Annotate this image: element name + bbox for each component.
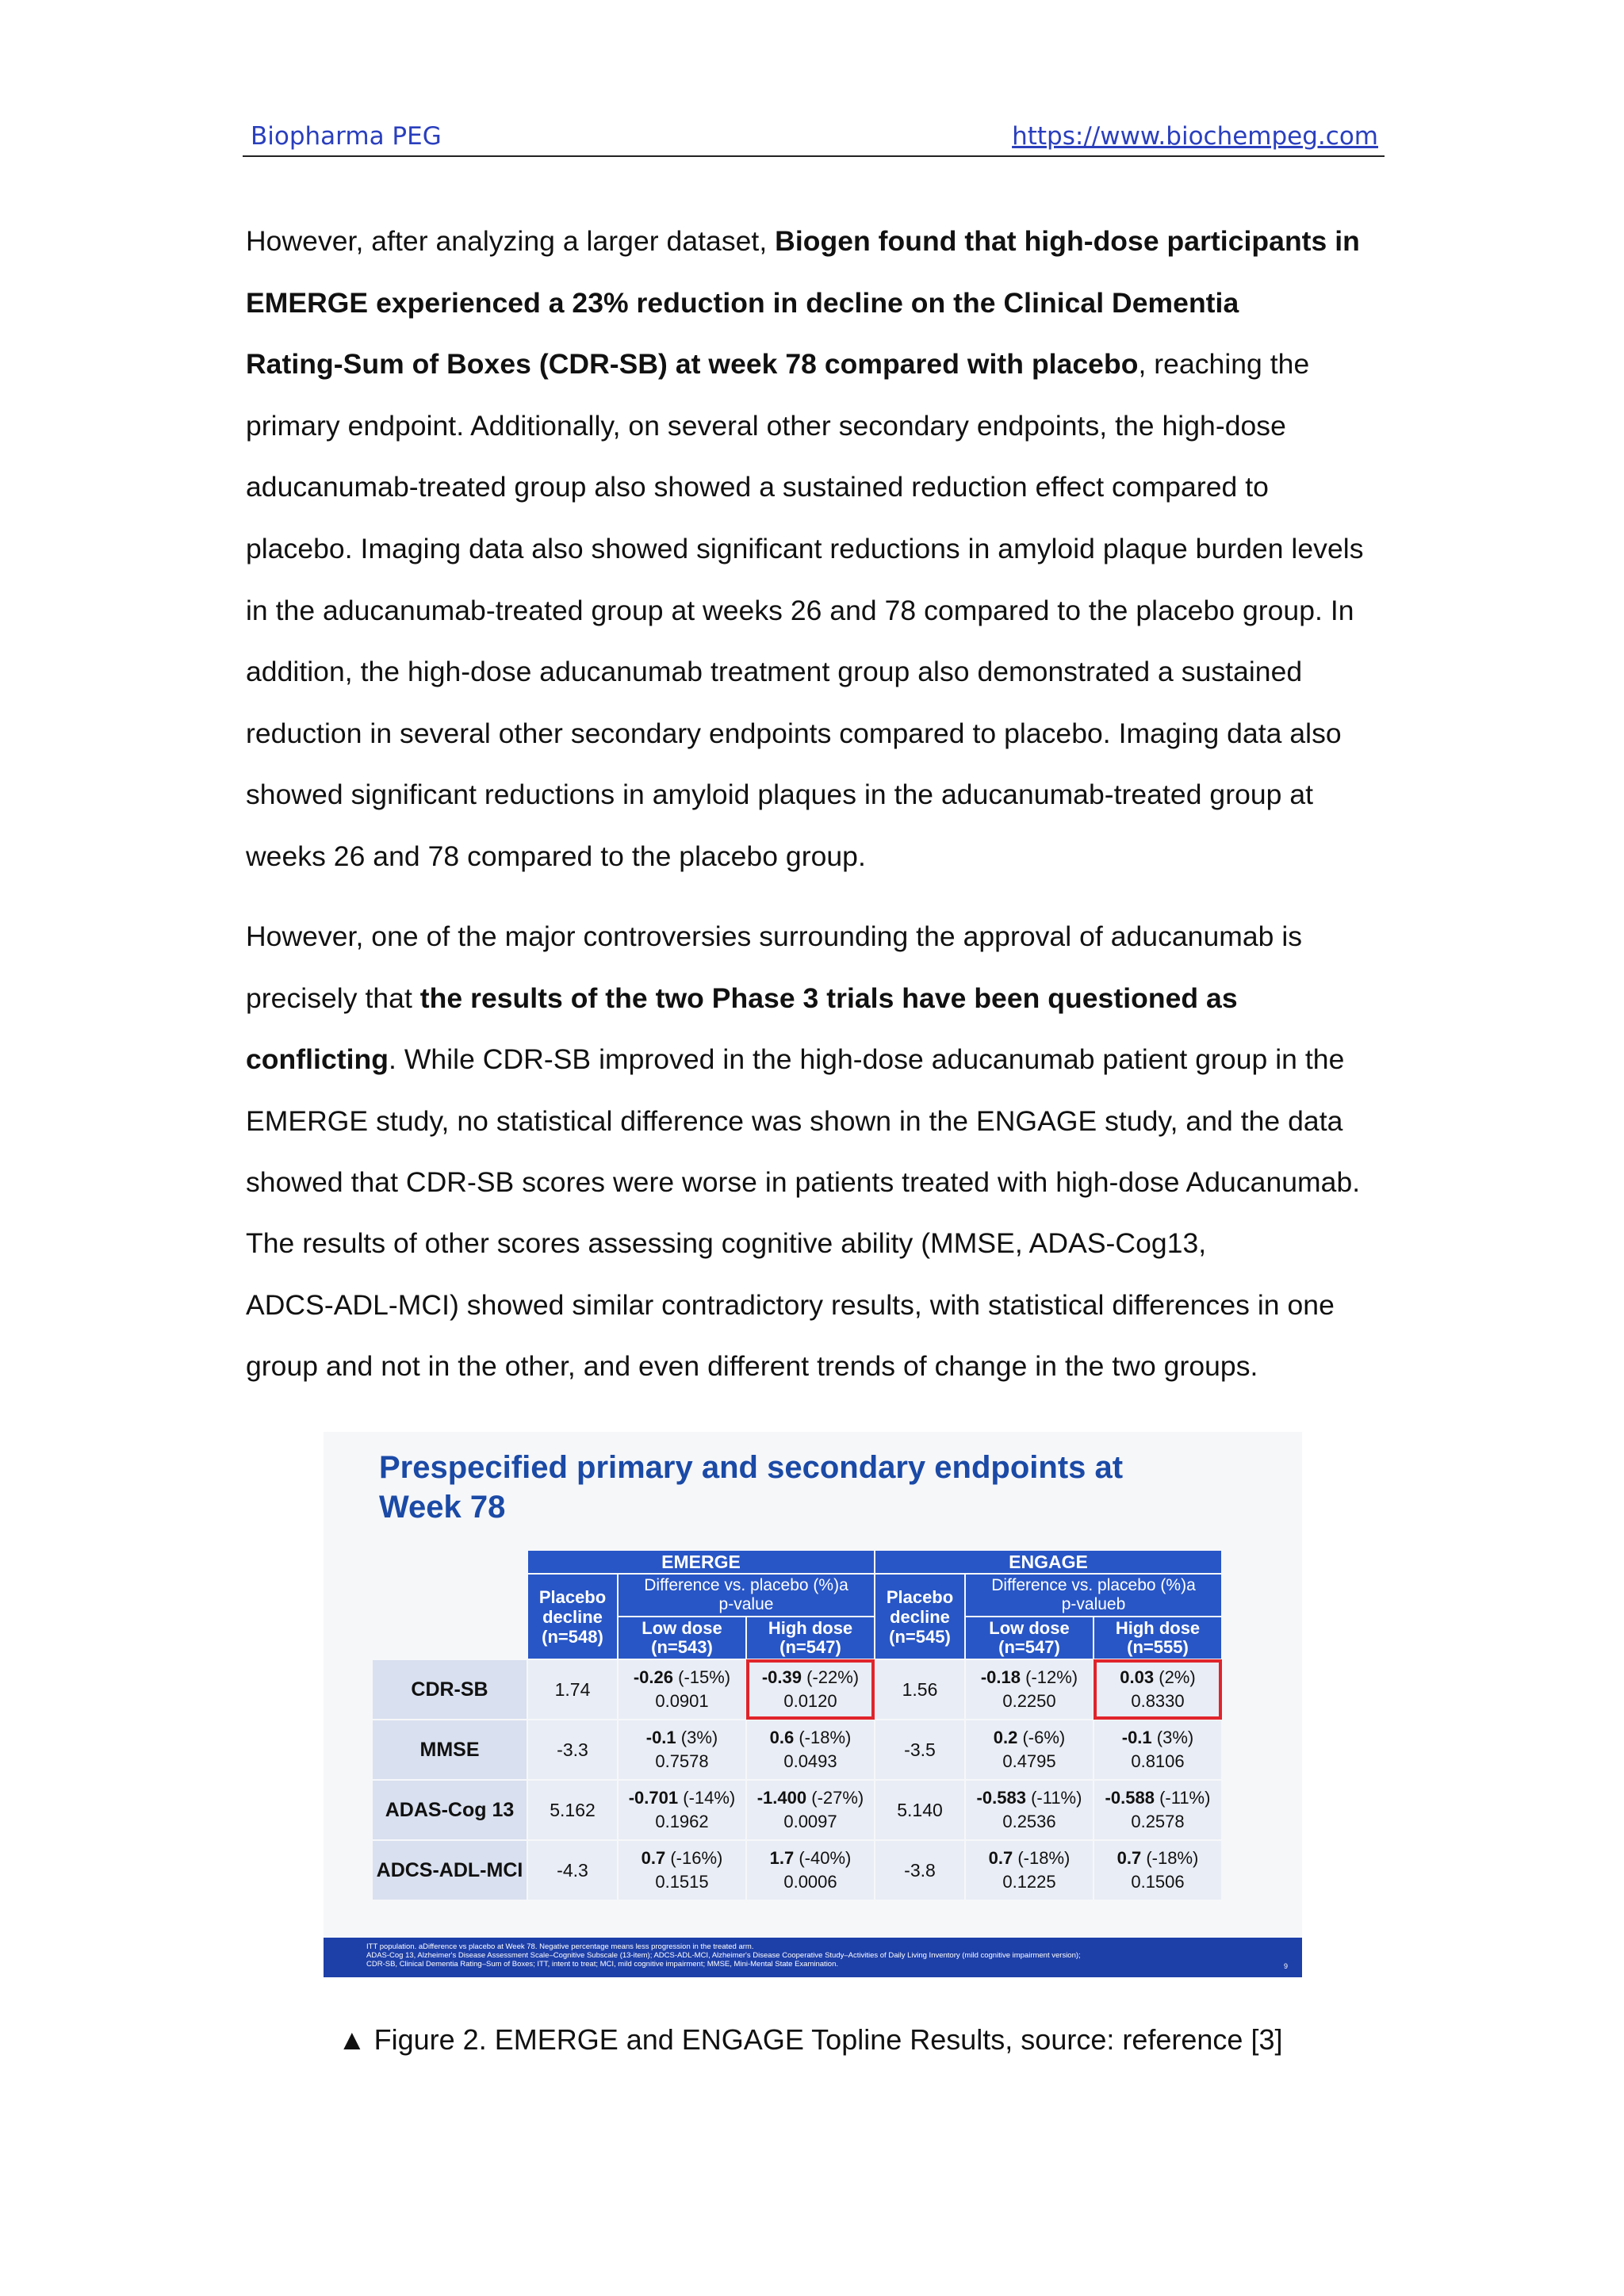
text-run: However, one of the major controversies surrounding the approval of aducanumab is bbox=[246, 920, 1303, 952]
difference-percent: (-18%) bbox=[1146, 1848, 1199, 1868]
endpoint-label: ADAS-Cog 13 bbox=[373, 1781, 527, 1839]
table-row bbox=[373, 1841, 1221, 1900]
result-cell bbox=[619, 1781, 745, 1839]
result-cell bbox=[619, 1720, 745, 1779]
p-value: 0.1506 bbox=[1131, 1872, 1185, 1892]
p-value: 0.1515 bbox=[655, 1872, 709, 1892]
difference-percent: (-11%) bbox=[1031, 1788, 1082, 1808]
difference-number: 0.2 bbox=[993, 1728, 1018, 1747]
emerge-placebo-n: (n=548) bbox=[542, 1626, 603, 1647]
text-line bbox=[246, 334, 1388, 396]
difference-value bbox=[747, 1666, 874, 1689]
text-run: in the aducanumab-treated group at weeks 26 and 78 compared to the placebo group. In bbox=[246, 594, 1354, 626]
p-value: 0.4795 bbox=[1002, 1751, 1056, 1771]
footnote-line: ITT population. aDifference vs placebo at Week 78. Negative percentage means less progression in the treated arm. bbox=[366, 1942, 754, 1951]
text-line bbox=[246, 1213, 1388, 1275]
text-line bbox=[246, 826, 1388, 888]
difference-value bbox=[966, 1726, 1093, 1750]
text-line bbox=[246, 703, 1388, 765]
website-link[interactable]: https://www.biochempeg.com bbox=[1012, 122, 1378, 151]
emerge-placebo-header bbox=[528, 1575, 617, 1659]
text-run: addition, the high-dose aducanumab treatment group also demonstrated a sustained bbox=[246, 656, 1303, 688]
text-line bbox=[246, 906, 1388, 968]
p-value: 0.0901 bbox=[655, 1691, 709, 1711]
decline-label: decline bbox=[890, 1606, 950, 1627]
result-cell bbox=[966, 1841, 1093, 1900]
dose-n: (n=547) bbox=[779, 1637, 841, 1657]
dose-n: (n=547) bbox=[998, 1637, 1060, 1657]
difference-percent: (-22%) bbox=[806, 1667, 860, 1687]
table-row bbox=[373, 1660, 1221, 1719]
difference-value bbox=[966, 1786, 1093, 1810]
dose-n: (n=555) bbox=[1127, 1637, 1189, 1657]
text-line bbox=[246, 764, 1388, 826]
result-cell bbox=[1094, 1720, 1221, 1779]
table-row bbox=[373, 1781, 1221, 1839]
dose-label: High dose bbox=[1115, 1618, 1201, 1638]
difference-value bbox=[966, 1846, 1093, 1870]
result-cell bbox=[619, 1660, 745, 1719]
engage-high-dose-header bbox=[1094, 1617, 1221, 1659]
paragraph-3 bbox=[246, 1213, 1388, 1398]
dose-label: High dose bbox=[768, 1618, 853, 1638]
difference-percent: (-15%) bbox=[678, 1667, 731, 1687]
emerge-placebo-value: 5.162 bbox=[528, 1781, 617, 1839]
result-cell bbox=[1094, 1841, 1221, 1900]
difference-number: 0.7 bbox=[988, 1848, 1013, 1868]
engage-diff-header bbox=[966, 1575, 1221, 1616]
dose-label: Low dose bbox=[989, 1618, 1070, 1638]
p-value: 0.7578 bbox=[655, 1751, 709, 1771]
result-cell bbox=[1094, 1660, 1221, 1719]
result-cell bbox=[966, 1660, 1093, 1719]
difference-number: 0.7 bbox=[641, 1848, 666, 1868]
difference-value bbox=[619, 1726, 745, 1750]
emerge-low-dose-header bbox=[619, 1617, 745, 1659]
endpoint-label: MMSE bbox=[373, 1720, 527, 1779]
result-cell bbox=[747, 1841, 874, 1900]
emerge-placebo-value: -4.3 bbox=[528, 1841, 617, 1900]
text-line bbox=[246, 519, 1388, 580]
difference-percent: (-27%) bbox=[811, 1788, 864, 1808]
decline-label: decline bbox=[542, 1606, 603, 1627]
emerge-pvalue-label: p-value bbox=[718, 1595, 774, 1613]
difference-percent: (-6%) bbox=[1022, 1728, 1066, 1747]
difference-percent: (-11%) bbox=[1159, 1788, 1211, 1808]
text-line bbox=[246, 580, 1388, 642]
text-line bbox=[246, 1275, 1388, 1337]
text-run: ADCS-ADL-MCI) showed similar contradictory results, with statistical differences in one bbox=[246, 1288, 1335, 1321]
emerge-high-dose-header bbox=[747, 1617, 874, 1659]
difference-value bbox=[1094, 1726, 1221, 1750]
table-row bbox=[373, 1720, 1221, 1779]
difference-percent: (-14%) bbox=[683, 1788, 736, 1808]
text-line bbox=[246, 457, 1388, 519]
endpoint-label: CDR-SB bbox=[373, 1660, 527, 1719]
difference-value bbox=[1094, 1666, 1221, 1689]
brand-name: Biopharma PEG bbox=[251, 122, 442, 151]
text-run: precisely that bbox=[246, 982, 420, 1014]
engage-low-dose-header bbox=[966, 1617, 1093, 1659]
difference-number: -0.583 bbox=[976, 1788, 1026, 1808]
result-cell bbox=[966, 1781, 1093, 1839]
difference-number: -0.18 bbox=[980, 1667, 1021, 1687]
difference-number: 1.7 bbox=[769, 1848, 795, 1868]
engage-placebo-n: (n=545) bbox=[889, 1626, 951, 1647]
difference-percent: (-16%) bbox=[670, 1848, 723, 1868]
page-header bbox=[243, 116, 1385, 157]
p-value: 0.0006 bbox=[783, 1872, 837, 1892]
result-cell bbox=[1094, 1781, 1221, 1839]
text-line bbox=[246, 396, 1388, 457]
result-cell bbox=[619, 1841, 745, 1900]
text-line bbox=[246, 273, 1388, 335]
text-run: weeks 26 and 78 compared to the placebo group. bbox=[246, 840, 866, 872]
study-header-engage: ENGAGE bbox=[875, 1551, 1221, 1573]
result-cell bbox=[747, 1781, 874, 1839]
difference-number: -1.400 bbox=[756, 1788, 807, 1808]
difference-number: -0.701 bbox=[628, 1788, 679, 1808]
dose-n: (n=543) bbox=[651, 1637, 713, 1657]
difference-percent: (-40%) bbox=[799, 1848, 852, 1868]
difference-number: -0.1 bbox=[645, 1728, 676, 1747]
engage-placebo-value: 5.140 bbox=[875, 1781, 964, 1839]
study-header-emerge: EMERGE bbox=[528, 1551, 874, 1573]
slide-title bbox=[379, 1448, 1172, 1527]
slide-title-line2: Week 78 bbox=[379, 1490, 506, 1525]
p-value: 0.1225 bbox=[1002, 1872, 1056, 1892]
p-value: 0.1962 bbox=[655, 1812, 709, 1831]
difference-value bbox=[619, 1666, 745, 1689]
emerge-diff-header bbox=[619, 1575, 874, 1616]
dose-label: Low dose bbox=[642, 1618, 722, 1638]
difference-number: -0.39 bbox=[761, 1667, 802, 1687]
slide-footnote bbox=[324, 1938, 1302, 1977]
emerge-placebo-value: 1.74 bbox=[528, 1660, 617, 1719]
text-run: placebo. Imaging data also showed significant reductions in amyloid plaque burden levels bbox=[246, 532, 1364, 564]
p-value: 0.0493 bbox=[783, 1751, 837, 1771]
difference-value bbox=[619, 1846, 745, 1870]
footnote-line: ADAS-Cog 13, Alzheimer's Disease Assessment Scale–Cognitive Subscale (13-item); ADCS-ADL-MCI, Alzheimer's Disease Cooperative Study–Activities of Daily Living Inventory (mild cognitive impairment version); bbox=[366, 1951, 1081, 1960]
p-value: 0.2536 bbox=[1002, 1812, 1056, 1831]
text-run: aducanumab-treated group also showed a sustained reduction effect compared to bbox=[246, 471, 1269, 503]
bold-text: Biogen found that high-dose participants in bbox=[775, 225, 1360, 257]
text-run: showed significant reductions in amyloid plaques in the aducanumab-treated group at bbox=[246, 779, 1314, 811]
emerge-placebo-value: -3.3 bbox=[528, 1720, 617, 1779]
text-run: reduction in several other secondary endpoints compared to placebo. Imaging data also bbox=[246, 717, 1342, 749]
result-cell bbox=[747, 1720, 874, 1779]
difference-value bbox=[619, 1786, 745, 1810]
text-run: However, after analyzing a larger dataset, bbox=[246, 225, 776, 257]
footnote-line: CDR-SB, Clinical Dementia Rating–Sum of Boxes; ITT, intent to treat; MCI, mild cognitive impairment; MMSE, Mini-Mental State Examination. bbox=[366, 1960, 839, 1969]
p-value: 0.8106 bbox=[1131, 1751, 1185, 1771]
text-line bbox=[246, 211, 1388, 273]
text-run: group and not in the other, and even different trends of change in the two groups. bbox=[246, 1350, 1258, 1383]
difference-value bbox=[1094, 1846, 1221, 1870]
figure-slide bbox=[324, 1432, 1302, 1977]
p-value: 0.0097 bbox=[783, 1812, 837, 1831]
endpoints-table bbox=[371, 1549, 1223, 1901]
engage-placebo-value: -3.8 bbox=[875, 1841, 964, 1900]
endpoint-label: ADCS-ADL-MCI bbox=[373, 1841, 527, 1900]
difference-percent: (-18%) bbox=[799, 1728, 852, 1747]
text-line bbox=[246, 641, 1388, 703]
bold-text: conflicting bbox=[246, 1043, 389, 1076]
text-line bbox=[246, 1152, 1388, 1214]
result-cell bbox=[966, 1720, 1093, 1779]
bold-text: EMERGE experienced a 23% reduction in decline on the Clinical Dementia bbox=[246, 286, 1239, 319]
paragraph-2 bbox=[246, 906, 1388, 1214]
difference-value bbox=[966, 1666, 1093, 1689]
difference-percent: (3%) bbox=[1156, 1728, 1194, 1747]
difference-value bbox=[747, 1846, 874, 1870]
p-value: 0.8330 bbox=[1131, 1691, 1185, 1711]
bold-text: Rating-Sum of Boxes (CDR-SB) at week 78 compared with placebo bbox=[246, 348, 1139, 381]
table-corner bbox=[373, 1551, 527, 1659]
text-run: The results of other scores assessing cognitive ability (MMSE, ADAS-Cog13, bbox=[246, 1227, 1207, 1259]
text-run: showed that CDR-SB scores were worse in patients treated with high-dose Aducanumab. bbox=[246, 1166, 1361, 1199]
placebo-label: Placebo bbox=[886, 1586, 954, 1607]
difference-value bbox=[747, 1726, 874, 1750]
difference-percent: (3%) bbox=[680, 1728, 718, 1747]
engage-diff-label: Difference vs. placebo (%)a bbox=[991, 1576, 1196, 1594]
table-body bbox=[373, 1660, 1221, 1900]
slide-number: 9 bbox=[1283, 1962, 1288, 1970]
text-line bbox=[246, 1091, 1388, 1153]
p-value: 0.0120 bbox=[783, 1691, 837, 1711]
text-run: . While CDR-SB improved in the high-dose aducanumab patient group in the bbox=[389, 1043, 1345, 1076]
difference-number: 0.7 bbox=[1116, 1848, 1142, 1868]
engage-placebo-value: -3.5 bbox=[875, 1720, 964, 1779]
text-run: , reaching the bbox=[1138, 348, 1310, 381]
text-run: EMERGE study, no statistical difference was shown in the ENGAGE study, and the data bbox=[246, 1104, 1343, 1137]
difference-number: -0.26 bbox=[633, 1667, 673, 1687]
text-line bbox=[246, 1029, 1388, 1091]
p-value: 0.2250 bbox=[1002, 1691, 1056, 1711]
figure-caption: ▲ Figure 2. EMERGE and ENGAGE Topline Results, source: reference [3] bbox=[338, 2023, 1283, 2056]
difference-number: 0.6 bbox=[769, 1728, 795, 1747]
engage-placebo-value: 1.56 bbox=[875, 1660, 964, 1719]
result-cell bbox=[747, 1660, 874, 1719]
engage-pvalue-label: p-valueb bbox=[1061, 1595, 1126, 1613]
difference-number: -0.1 bbox=[1121, 1728, 1152, 1747]
p-value: 0.2578 bbox=[1131, 1812, 1185, 1831]
difference-value bbox=[1094, 1786, 1221, 1810]
engage-placebo-header bbox=[875, 1575, 964, 1659]
difference-number: 0.03 bbox=[1120, 1667, 1155, 1687]
difference-number: -0.588 bbox=[1105, 1788, 1155, 1808]
paragraph-1 bbox=[246, 211, 1388, 888]
bold-text: the results of the two Phase 3 trials have been questioned as bbox=[419, 982, 1238, 1014]
text-line bbox=[246, 1336, 1388, 1398]
difference-value bbox=[747, 1786, 874, 1810]
text-line bbox=[246, 968, 1388, 1030]
difference-percent: (-18%) bbox=[1017, 1848, 1071, 1868]
slide-title-line1: Prespecified primary and secondary endpoints at bbox=[379, 1450, 1124, 1485]
emerge-diff-label: Difference vs. placebo (%)a bbox=[644, 1576, 848, 1594]
placebo-label: Placebo bbox=[538, 1586, 607, 1607]
difference-percent: (-12%) bbox=[1025, 1667, 1078, 1687]
text-run: primary endpoint. Additionally, on several other secondary endpoints, the high-dose bbox=[246, 409, 1286, 442]
difference-percent: (2%) bbox=[1159, 1667, 1196, 1687]
